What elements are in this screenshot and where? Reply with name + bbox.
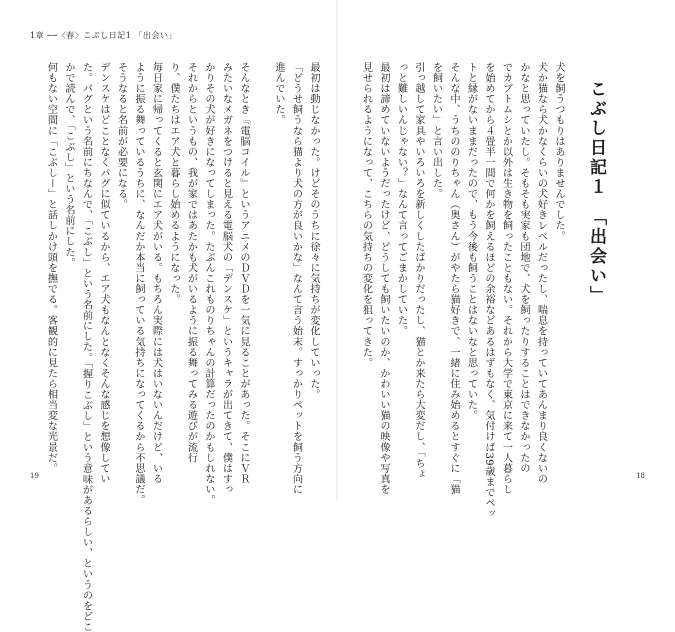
text-line: 「どうせ飼うなら猫より犬の方が良いかな」なんて言う始末。すっかりペットを飼う方向に [290, 62, 302, 495]
text-line: 進んでいた。 [273, 62, 284, 126]
text-line: を始めてから４畳半一間で何かを飼えるほどの余裕などあるはずもなく、気付けば39歳までペッ [483, 62, 494, 519]
text-line [252, 62, 270, 437]
text-line: それからというもの、我が家ではあたかも犬がいるように振る舞ってみる遊びが流行 [185, 62, 197, 463]
text-line: 何もない空間に「こぶしー」と話しかけ頭を撫でる。客観的に見たら相当変な光景だ。 [45, 62, 57, 474]
text-line: り、僕たちはエア犬と暮らし始めるようになった。 [168, 62, 179, 305]
text-line: ように振る舞っているうちに、なんだか本当に飼っている気持ちになってくるから不思議だ。 [133, 62, 144, 506]
text-line: デンスケはどことなくパグに似ているから、エア犬もなんとなくそんな感じを想像してい [98, 62, 109, 484]
text-line: かりその犬が好きになってしまった。たぶんこれものりちゃんの計算だったのかもしれない。 [203, 62, 214, 506]
text-line: でカブトムシとか以外は生き物を飼ったこともない。それから大学で東京に来て一人暮らし [500, 62, 512, 495]
text-line: た。パグという名前にちなんで、「こぶし」という名前にした。「握りこぶし」という意味があるらしい、というのをどこ [80, 62, 92, 632]
page-number-left: 19 [30, 472, 39, 480]
text-line: そんな中、うちののりちゃん（奥さん）がやたら猫好きで、一緒に住み始めるとすぐに「猫 [448, 62, 459, 495]
text-line: かで読んで、「こぶし」という名前にした。 [63, 62, 74, 268]
right-page-body [360, 62, 567, 519]
chapter-title: こぶし日記１ 「出会い」 [586, 80, 606, 306]
page-number-right: 18 [636, 472, 645, 480]
text-line: っと難しいんじゃない？」なんて言ってごまかしていた。 [395, 62, 407, 337]
text-line: 最初は諦めていないようだったけど、どうしても飼いたいのか、かわいい猫の映像や写真を [378, 62, 389, 495]
page-gutter [336, 0, 338, 500]
text-line: 犬を飼うつもりはありませんでした。 [553, 62, 564, 242]
text-line: 見せられるようになって、こちらの気持ちの変化を狙ってきた。 [360, 62, 372, 368]
text-line: 最初は動じなかった。けどそのうちに徐々に気持ちが変化していった。 [308, 62, 319, 400]
text-line: 犬か猫なら犬かなくらいの犬好きレベルだったし、喘息を持っていてあんまり良くないの [535, 62, 547, 484]
text-line: を飼いたい」と言い出した。 [430, 62, 442, 200]
text-line: 引っ越して家具やいろいろを新しくしたばかりだったし、猫とか来たら大変だし、「ちょ [413, 62, 424, 479]
running-head: 1章 ──〈春〉こぶし日記1 「出会い」 [30, 31, 177, 40]
text-line: そんなとき『電脳コイル』というアニメのＤＶＤを一気に見ることがあった。そこにＶＲ [238, 62, 249, 484]
text-line: みたいなメガネをつけると見える電脳犬の「デンスケ」というキャラが出てきて、僕はすっ [220, 62, 232, 495]
text-line: 毎日家に帰ってくると玄関にエア犬がいる。もちろん実際には犬はいないんだけど、いる [150, 62, 162, 484]
text-line: そうなると名前が必要になる。 [115, 62, 127, 210]
text-line: かなと思っていたし。そもそも実家も団地で、犬を飼ったりすることはできなかったの [518, 62, 529, 474]
text-line: トと縁がないままだったので、もう今後も飼うことはないなと思っていた。 [465, 62, 477, 421]
